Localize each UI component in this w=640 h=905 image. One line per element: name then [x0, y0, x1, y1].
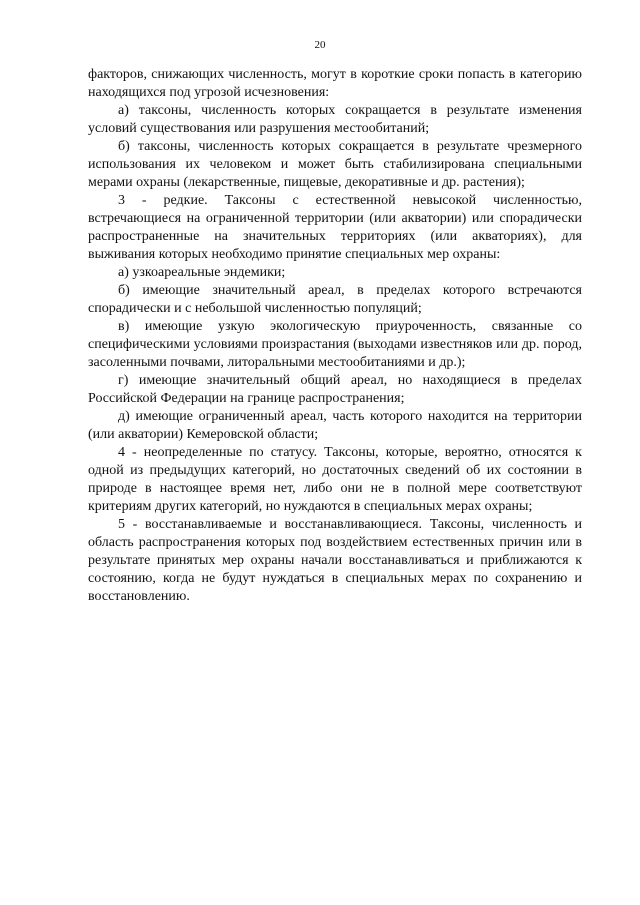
page-number: 20 — [314, 39, 326, 51]
paragraph-item-e-rare: д) имеющие ограниченный ареал, часть которого находится на территории (или акватории) Кемеровской области; — [88, 409, 582, 442]
paragraph-item-b-rare: б) имеющие значительный ареал, в пределах которого встречаются спорадически и с небольшой численностью популяций; — [88, 283, 582, 316]
paragraph-item-b-declining: б) таксоны, численность которых сокращается в результате чрезмерного использования их человеком и может быть стабилизирована специальными мерами охраны (лекарственные, пищевые, декоративные и др. растения); — [88, 139, 582, 190]
paragraph-item-a-rare: а) узкоареальные эндемики; — [118, 265, 286, 280]
paragraph-category-5-recovering: 5 - восстанавливаемые и восстанавливающиеся. Таксоны, численность и область распространения которых под воздействием естественных причин или в результате принятых мер охраны начали восстанавливаться и приближаются к состоянию, когда не будут нуждаться в специальных мерах по сохранению и восстановлению. — [88, 517, 582, 604]
paragraph-category-4-undetermined: 4 - неопределенные по статусу. Таксоны, которые, вероятно, относятся к одной из предыдущих категорий, но достаточных сведений об их состоянии в природе в настоящее время нет, либо они не в полной мере соответствуют критериям других категорий, но нуждаются в специальных мерах охраны; — [88, 445, 582, 514]
paragraph-item-c-rare: в) имеющие узкую экологическую приуроченность, связанные со специфическими условиями произрастания (выходами известняков или др. пород, засоленными почвами, литоральными местообитаниями и др.); — [88, 319, 582, 370]
paragraph-item-a-declining: а) таксоны, численность которых сокращается в результате изменения условий существования или разрушения местообитаний; — [88, 103, 582, 136]
paragraph-item-d-rare: г) имеющие значительный общий ареал, но находящиеся в пределах Российской Федерации на границе распространения; — [88, 373, 582, 406]
paragraph-category-3-rare: 3 - редкие. Таксоны с естественной невысокой численностью, встречающиеся на ограниченной территории (или акватории) или спорадически распространенные на значительных территориях (или акваториях), для выживания которых необходимо принятие специальных мер охраны: — [88, 193, 582, 262]
paragraph-continuation: факторов, снижающих численность, могут в короткие сроки попасть в категорию находящихся под угрозой исчезновения: — [88, 67, 582, 100]
document-body — [88, 66, 582, 606]
